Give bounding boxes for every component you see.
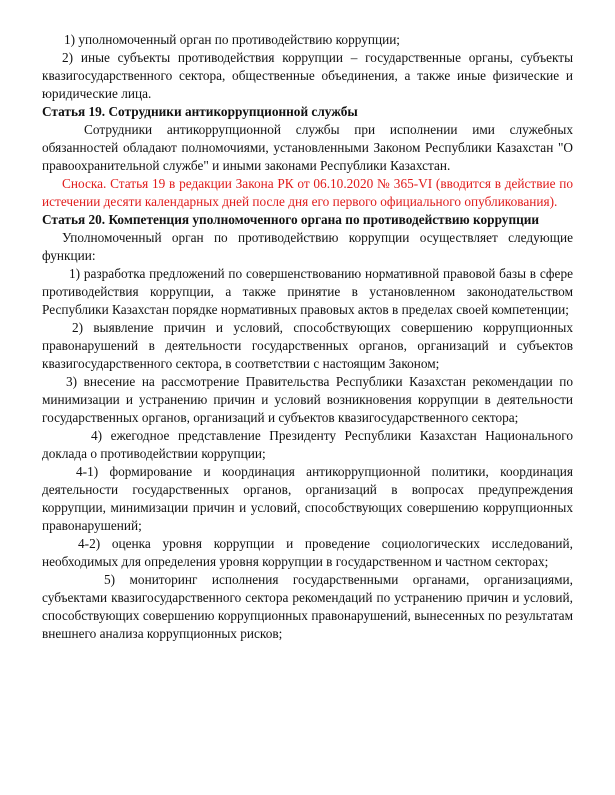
article-title: Статья 20. Компетенция уполномоченного органа по противодействию коррупции [42,212,540,227]
document-page [42,31,573,643]
footnote: Сноска. Статья 19 в редакции Закона РК от 06.10.2020 № 365-VI (вводится в действие по истечении десяти календарных дней после дня его первого официального опубликования). [42,176,573,209]
list-item: 2) иные субъекты противодействия коррупции – государственные органы, субъекты квазигосударственного сектора, общественные объединения, а также иные физические и юридические лица. [42,50,573,101]
function-item: 5) мониторинг исполнения государственными органами, организациями, субъектами квазигосударственного сектора рекомендаций по устранению причин и условий, способствующих совершению коррупционных правонарушений, вынесенных по результатам внешнего анализа коррупционных рисков; [42,572,573,641]
article-paragraph: Уполномоченный орган по противодействию коррупции осуществляет следующие функции: [42,230,573,263]
article-title: Статья 19. Сотрудники антикоррупционной службы [42,104,358,119]
list-item: 1) уполномоченный орган по противодействию коррупции; [64,32,401,47]
function-item: 2) выявление причин и условий, способствующих совершению коррупционных правонарушений в деятельности государственных органов, организаций и субъектов квазигосударственного сектора, в соответствии с настоящим Законом; [42,320,573,371]
article-paragraph: Сотрудники антикоррупционной службы при исполнении ими служебных обязанностей обладают полномочиями, установленными Законом Республики Казахстан "О правоохранительной службе" и иными законами Республики Казахстан. [42,122,573,173]
function-item: 4) ежегодное представление Президенту Республики Казахстан Национального доклада о противодействии коррупции; [42,428,573,461]
function-item: 4-1) формирование и координация антикоррупционной политики, координация деятельности государственных органов, организаций в вопросах предупреждения коррупции, минимизации причин и условий, способствующих совершению коррупционных правонарушений; [42,464,573,533]
function-item: 3) внесение на рассмотрение Правительства Республики Казахстан рекомендации по минимизации и устранению причин и условий возникновения коррупции в деятельности государственных органов, организаций и субъектов квазигосударственного сектора; [42,374,573,425]
function-item: 4-2) оценка уровня коррупции и проведение социологических исследований, необходимых для определения уровня коррупции в государственном и частном секторах; [42,536,573,569]
function-item: 1) разработка предложений по совершенствованию нормативной правовой базы в сфере противодействия коррупции, а также принятие в установленном законодательством Республики Казахстан порядке нормативных правовых актов в пределах своей компетенции; [42,266,573,317]
